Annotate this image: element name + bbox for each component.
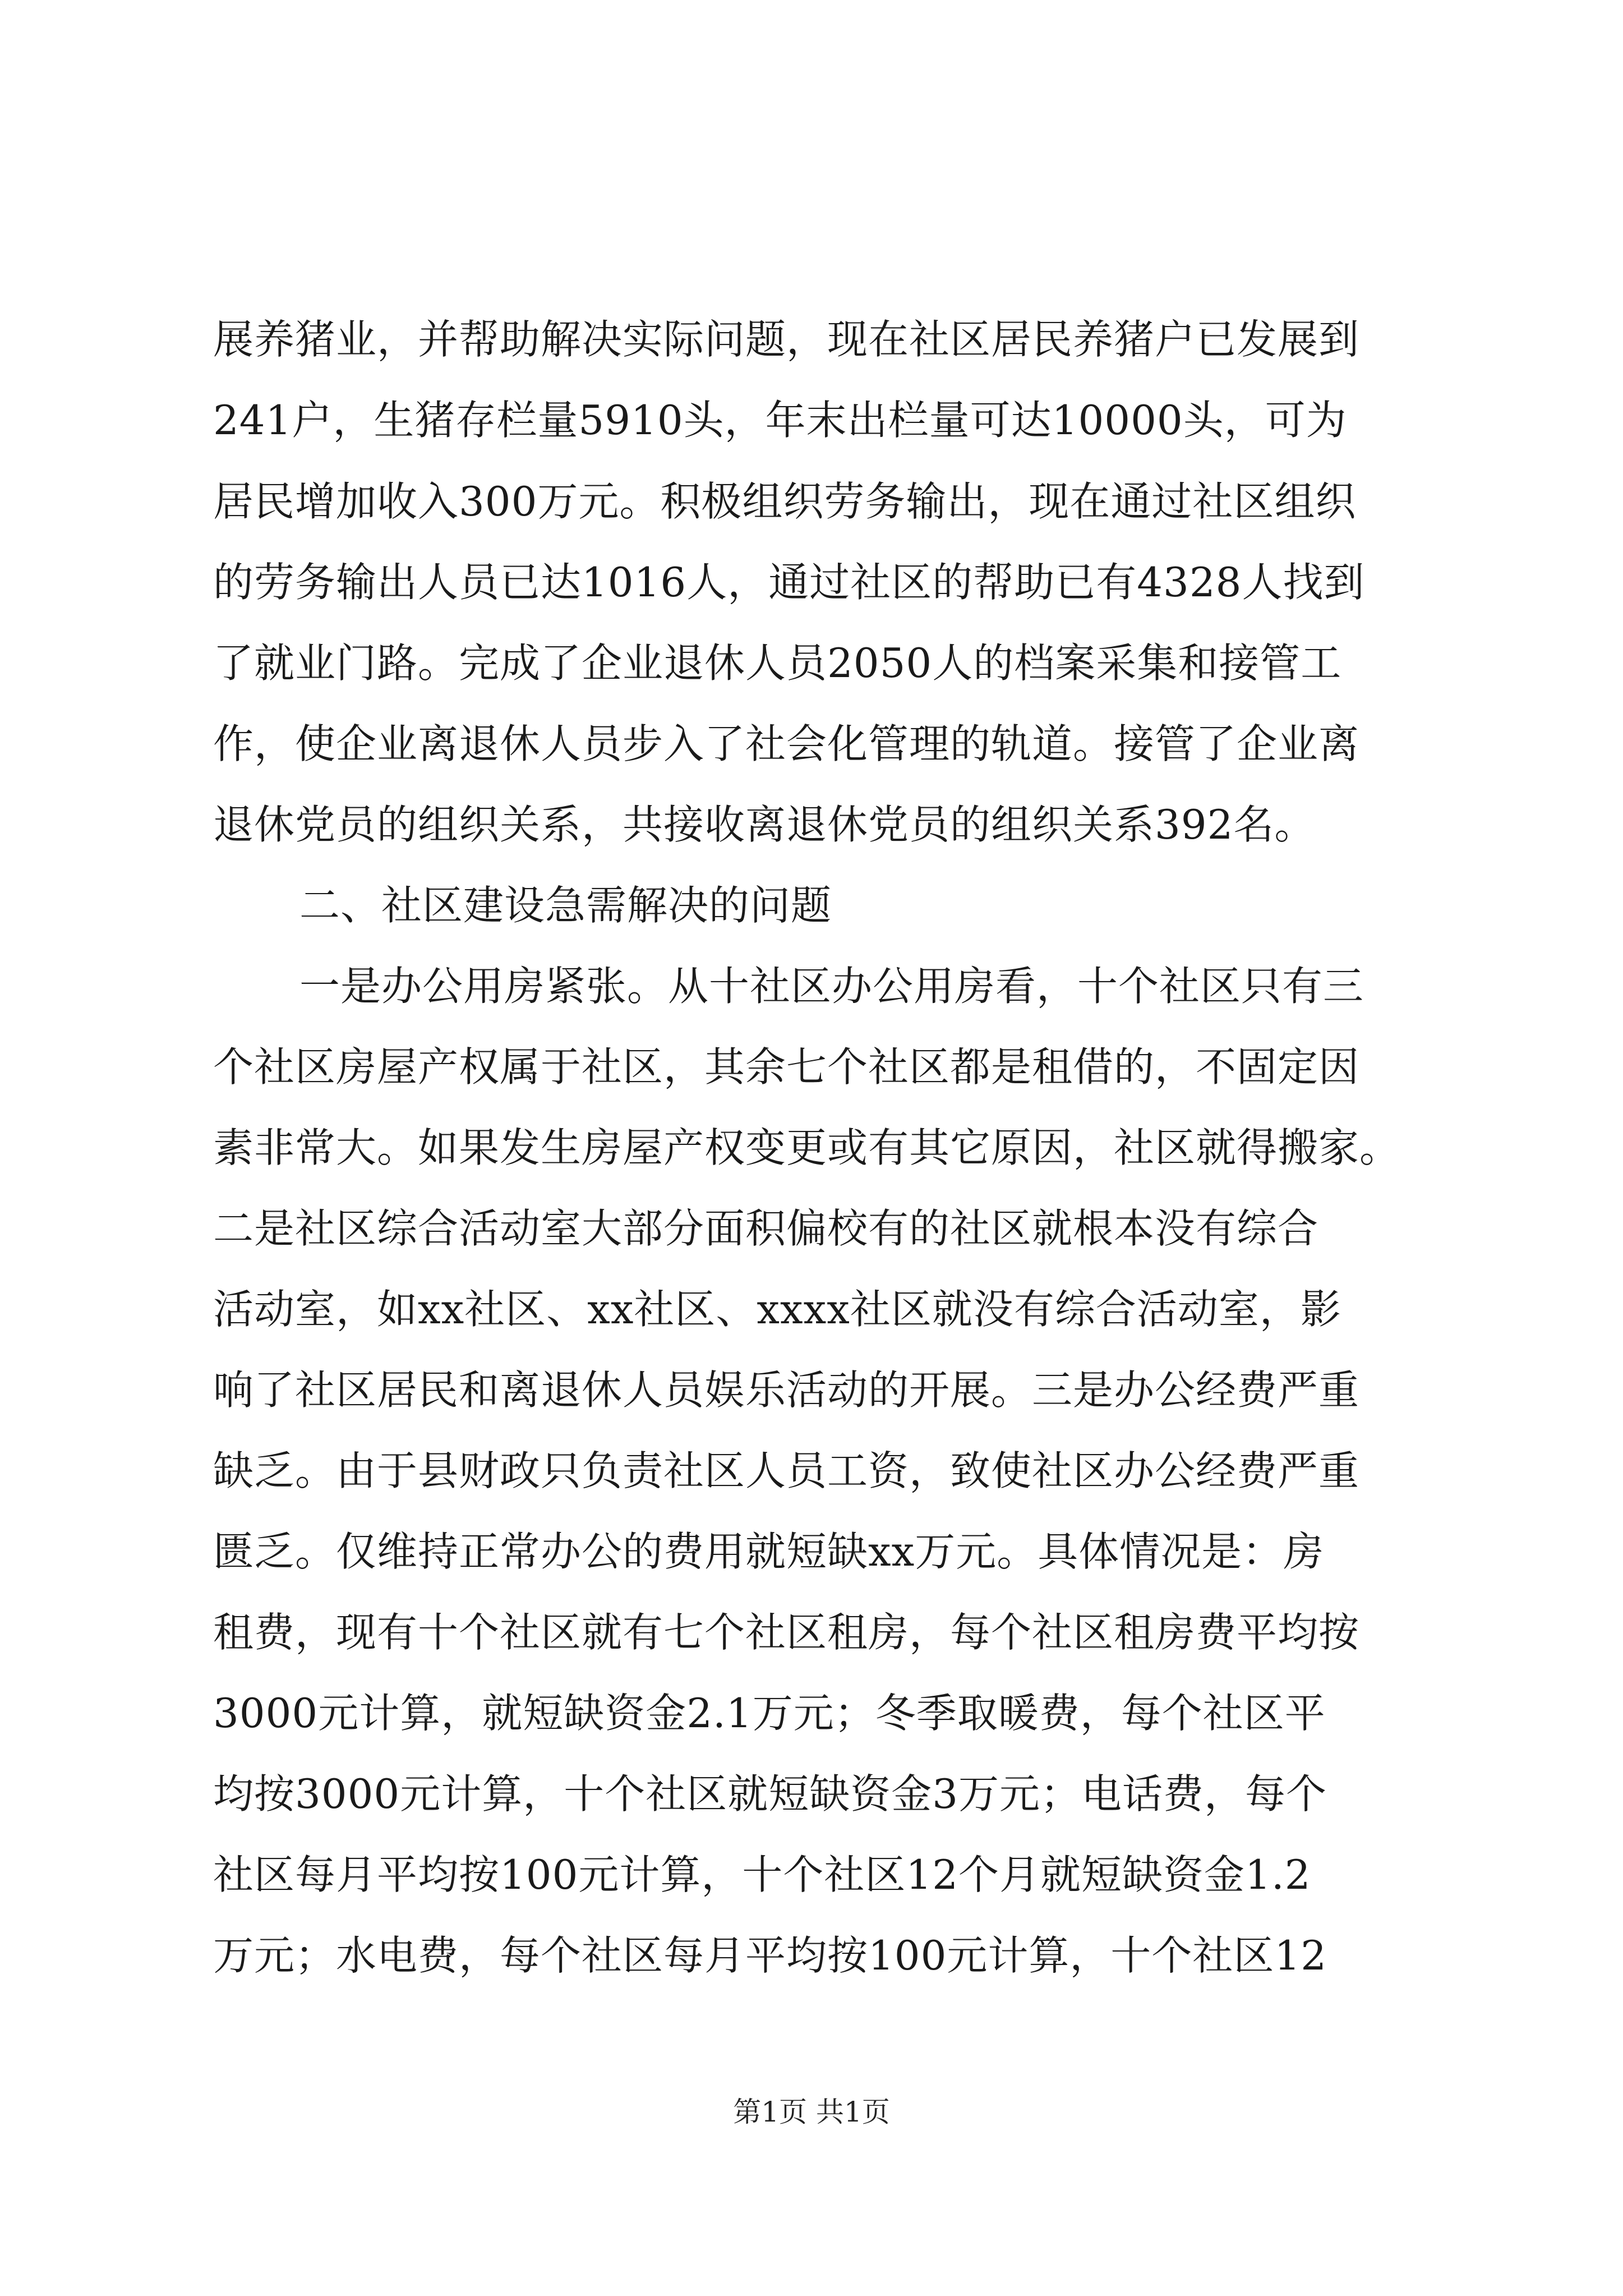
body-line-14: 响了社区居民和离退休人员娱乐活动的开展。三是办公经费严重 bbox=[213, 1366, 1360, 1414]
body-line-3: 居民增加收入300万元。积极组织劳务输出，现在通过社区组织 bbox=[213, 478, 1357, 525]
body-line-17: 租费，现有十个社区就有七个社区租房，每个社区租房费平均按 bbox=[213, 1609, 1360, 1656]
body-line-12: 二是社区综合活动室大部分面积偏校有的社区就根本没有综合 bbox=[213, 1205, 1319, 1252]
body-line-7: 退休党员的组织关系，共接收离退休党员的组织关系392名。 bbox=[213, 801, 1316, 848]
body-line-11: 素非常大。如果发生房屋产权变更或有其它原因，社区就得搬家。 bbox=[213, 1124, 1401, 1171]
body-line-10: 个社区房屋产权属于社区，其余七个社区都是租借的，不固定因 bbox=[213, 1043, 1360, 1091]
body-line-19: 均按3000元计算，十个社区就短缺资金3万元；电话费，每个 bbox=[213, 1770, 1327, 1818]
body-line-16: 匮乏。仅维持正常办公的费用就短缺xx万元。具体情况是：房 bbox=[213, 1528, 1325, 1575]
body-line-13: 活动室，如xx社区、xx社区、xxxx社区就没有综合活动室，影 bbox=[213, 1286, 1341, 1333]
body-line-4: 的劳务输出人员已达1016人，通过社区的帮助已有4328人找到 bbox=[213, 559, 1365, 606]
page-number-footer: 第1页 共1页 bbox=[733, 2096, 890, 2128]
body-line-5: 了就业门路。完成了企业退休人员2050人的档案采集和接管工 bbox=[213, 639, 1342, 687]
body-line-20: 社区每月平均按100元计算，十个社区12个月就短缺资金1.2 bbox=[213, 1851, 1311, 1898]
section-heading: 二、社区建设急需解决的问题 bbox=[299, 882, 832, 929]
body-line-2: 241户，生猪存栏量5910头，年末出栏量可达10000头，可为 bbox=[213, 397, 1347, 444]
body-line-18: 3000元计算，就短缺资金2.1万元；冬季取暖费，每个社区平 bbox=[213, 1690, 1326, 1737]
body-line-6: 作，使企业离退休人员步入了社会化管理的轨道。接管了企业离 bbox=[213, 720, 1360, 767]
body-line-15: 缺乏。由于县财政只负责社区人员工资，致使社区办公经费严重 bbox=[213, 1447, 1360, 1494]
body-line-1: 展养猪业，并帮助解决实际问题，现在社区居民养猪户已发展到 bbox=[213, 316, 1360, 363]
body-line-9: 一是办公用房紧张。从十社区办公用房看，十个社区只有三 bbox=[299, 963, 1364, 1010]
body-line-21: 万元；水电费，每个社区每月平均按100元计算，十个社区12 bbox=[213, 1932, 1327, 1979]
